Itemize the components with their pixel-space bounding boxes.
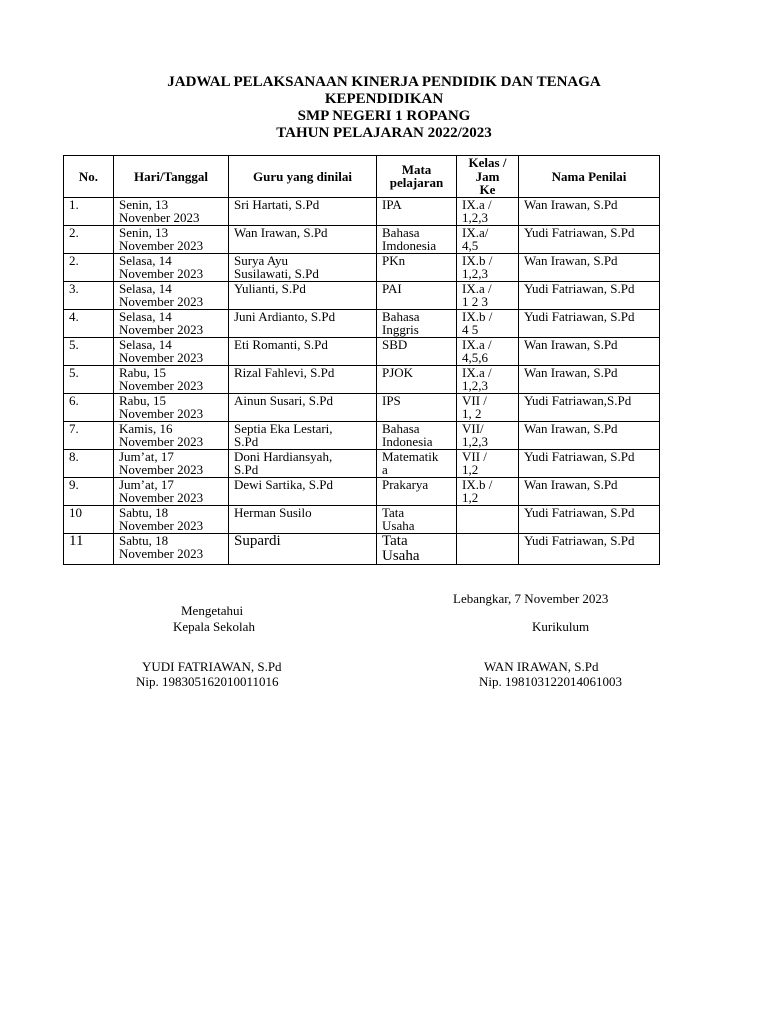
cell-no: 11 [64,533,114,564]
guru-line-1: Surya Ayu [234,253,289,268]
mapel-line-1: PJOK [382,365,414,380]
mapel-line-1: PKn [382,253,406,268]
title-line-4: TAHUN PELAJARAN 2022/2023 [276,125,492,141]
guru-line-1: Doni Hardiansyah, [234,449,333,464]
cell-mapel [377,337,457,365]
cell-mapel [377,365,457,393]
table-row [64,281,660,309]
hari-line-2: November 2023 [119,350,204,365]
cell-guru [229,337,377,365]
title-line-1: JADWAL PELAKSANAAN KINERJA PENDIDIK DAN TENAGA [167,74,601,90]
kelas-line-1: IX.a/ [462,225,489,240]
mapel-line-2: a [382,462,388,477]
cell-kelas [457,197,519,225]
cell-penilai: Yudi Fatriawan, S.Pd [519,281,660,309]
kurikulum-nip: Nip. 198103122014061003 [479,674,622,689]
cell-mapel [377,393,457,421]
cell-kelas [457,505,519,533]
cell-no: 1. [64,197,114,225]
cell-penilai: Yudi Fatriawan, S.Pd [519,533,660,564]
cell-hari [114,477,229,505]
table-row [64,477,660,505]
cell-guru [229,505,377,533]
cell-hari [114,253,229,281]
cell-hari [114,533,229,564]
hari-line-1: Sabtu, 18 [119,505,169,520]
mapel-line-1: IPS [382,393,401,408]
header-kelas-line-1: Kelas / [468,155,507,170]
cell-no: 2. [64,225,114,253]
guru-line-1: Juni Ardianto, S.Pd [234,309,336,324]
cell-no: 7. [64,421,114,449]
cell-penilai: Yudi Fatriawan,S.Pd [519,393,660,421]
title-line-2: KEPENDIDIKAN [324,91,444,107]
table-row [64,197,660,225]
header-kelas-line-3: Ke [479,182,496,197]
cell-hari [114,337,229,365]
header-mata-pelajaran [377,156,457,198]
mapel-line-1: Tata [382,505,405,520]
kelas-line-1: IX.a / [462,365,492,380]
header-mapel-line-1: Mata [401,161,432,177]
cell-penilai: Wan Irawan, S.Pd [519,197,660,225]
table-row [64,253,660,281]
kelas-line-1: IX.a / [462,281,492,296]
header-hari-tanggal: Hari/Tanggal [114,156,229,198]
hari-line-2: November 2023 [119,266,204,281]
cell-kelas [457,477,519,505]
table-row [64,225,660,253]
guru-line-2: S.Pd [234,434,259,449]
table-header-row [64,156,660,198]
kelas-line-2: 1, 2 [462,406,482,421]
guru-line-1: Septia Eka Lestari, [234,421,333,436]
cell-mapel [377,309,457,337]
kelas-line-1: VII / [462,449,487,464]
cell-guru [229,365,377,393]
cell-no: 2. [64,253,114,281]
header-guru: Guru yang dinilai [229,156,377,198]
header-kelas-line-2: Jam [475,168,500,184]
cell-penilai: Yudi Fatriawan, S.Pd [519,309,660,337]
hari-line-1: Jum’at, 17 [119,449,174,464]
kelas-line-2: 4,5 [462,238,479,253]
kelas-line-2: 1 2 3 [462,294,488,309]
cell-kelas [457,309,519,337]
table-row [64,337,660,365]
cell-kelas [457,337,519,365]
hari-line-2: November 2023 [119,378,204,393]
hari-line-2: November 2023 [119,546,204,561]
mapel-line-1: Tata [382,533,408,549]
schedule-table [63,155,660,565]
cell-guru [229,197,377,225]
kepala-sekolah-name: YUDI FATRIAWAN, S.Pd [142,659,282,674]
hari-line-2: November 2023 [119,518,204,533]
hari-line-2: November 2023 [119,490,204,505]
cell-mapel [377,421,457,449]
hari-line-1: Rabu, 15 [119,393,166,408]
table-row [64,505,660,533]
cell-no: 9. [64,477,114,505]
cell-kelas [457,225,519,253]
mapel-line-2: Usaha [382,518,415,533]
mapel-line-1: IPA [382,197,402,212]
cell-penilai: Yudi Fatriawan, S.Pd [519,449,660,477]
cell-mapel [377,225,457,253]
kelas-line-2: 1,2 [462,462,479,477]
kurikulum-label: Kurikulum [532,619,590,634]
cell-mapel [377,505,457,533]
guru-line-2: S.Pd [234,462,259,477]
guru-line-1: Dewi Sartika, S.Pd [234,477,333,492]
kelas-line-2: 1,2,3 [462,210,488,225]
mengetahui-label: Mengetahui [181,603,244,618]
guru-line-1: Rizal Fahlevi, S.Pd [234,365,335,380]
cell-hari [114,505,229,533]
hari-line-1: Rabu, 15 [119,365,166,380]
hari-line-1: Sabtu, 18 [119,533,169,548]
cell-kelas [457,281,519,309]
cell-penilai: Yudi Fatriawan, S.Pd [519,505,660,533]
hari-line-2: November 2023 [119,294,204,309]
cell-no: 3. [64,281,114,309]
hari-line-2: November 2023 [119,322,204,337]
kelas-line-2: 4,5,6 [462,350,488,365]
cell-no: 6. [64,393,114,421]
cell-no: 5. [64,337,114,365]
cell-guru [229,253,377,281]
hari-line-1: Selasa, 14 [119,253,172,268]
mapel-line-2: Indonesia [382,434,433,449]
place-date: Lebangkar, 7 November 2023 [453,591,609,606]
mapel-line-1: Bahasa [382,309,420,324]
mapel-line-1: Bahasa [382,225,420,240]
cell-penilai: Wan Irawan, S.Pd [519,253,660,281]
cell-hari [114,225,229,253]
mapel-line-1: Prakarya [382,477,429,492]
hari-line-1: Selasa, 14 [119,337,172,352]
kurikulum-name: WAN IRAWAN, S.Pd [484,659,599,674]
cell-mapel [377,197,457,225]
header-mapel-line-2: pelajaran [389,175,444,191]
cell-penilai: Wan Irawan, S.Pd [519,477,660,505]
mapel-line-1: SBD [382,337,408,352]
cell-hari [114,449,229,477]
cell-penilai: Wan Irawan, S.Pd [519,365,660,393]
hari-line-1: Selasa, 14 [119,309,172,324]
cell-kelas [457,393,519,421]
cell-hari [114,281,229,309]
kelas-line-2: 4 5 [462,322,479,337]
hari-line-1: Senin, 13 [119,197,169,212]
cell-guru [229,281,377,309]
kelas-line-1: IX.a / [462,197,492,212]
table-row [64,421,660,449]
cell-kelas [457,533,519,564]
table-row [64,449,660,477]
hari-line-2: November 2023 [119,434,204,449]
hari-line-2: Novenber 2023 [119,210,200,225]
cell-no: 8. [64,449,114,477]
cell-kelas [457,421,519,449]
guru-line-1: Ainun Susari, S.Pd [234,393,333,408]
guru-line-1: Supardi [234,533,281,549]
kelas-line-1: IX.a / [462,337,492,352]
cell-penilai: Yudi Fatriawan, S.Pd [519,225,660,253]
header-no: No. [64,156,114,198]
guru-line-2: Susilawati, S.Pd [234,266,319,281]
cell-penilai: Wan Irawan, S.Pd [519,337,660,365]
cell-mapel [377,253,457,281]
cell-guru [229,477,377,505]
document-title [0,74,768,142]
cell-guru [229,533,377,564]
table-row [64,533,660,564]
kelas-line-2: 1,2,3 [462,434,488,449]
hari-line-1: Kamis, 16 [119,421,173,436]
cell-no: 5. [64,365,114,393]
table-row [64,393,660,421]
header-kelas-jam [457,156,519,198]
cell-mapel [377,449,457,477]
guru-line-1: Wan Irawan, S.Pd [234,225,328,240]
header-nama-penilai: Nama Penilai [519,156,660,198]
cell-no: 10 [64,505,114,533]
cell-hari [114,421,229,449]
kelas-line-1: VII / [462,393,487,408]
hari-line-2: November 2023 [119,238,204,253]
cell-guru [229,449,377,477]
kelas-line-2: 1,2 [462,490,479,505]
kelas-line-1: VII/ [462,421,484,436]
hari-line-1: Selasa, 14 [119,281,172,296]
table-row [64,309,660,337]
kelas-line-1: IX.b / [462,309,493,324]
cell-mapel [377,477,457,505]
table-row [64,365,660,393]
hari-line-2: November 2023 [119,406,204,421]
title-line-3: SMP NEGERI 1 ROPANG [297,108,471,124]
hari-line-2: November 2023 [119,462,204,477]
cell-hari [114,309,229,337]
kelas-line-2: 1,2,3 [462,266,488,281]
kelas-line-1: IX.b / [462,477,493,492]
kelas-line-1: IX.b / [462,253,493,268]
guru-line-1: Yulianti, S.Pd [234,281,306,296]
mapel-line-1: Bahasa [382,421,420,436]
kelas-line-2: 1,2,3 [462,378,488,393]
mapel-line-1: Matematik [382,449,439,464]
cell-guru [229,393,377,421]
cell-hari [114,393,229,421]
cell-guru [229,309,377,337]
cell-mapel [377,281,457,309]
cell-kelas [457,253,519,281]
cell-hari [114,365,229,393]
guru-line-1: Sri Hartati, S.Pd [234,197,320,212]
kepala-sekolah-label: Kepala Sekolah [173,619,255,634]
cell-no: 4. [64,309,114,337]
hari-line-1: Jum’at, 17 [119,477,174,492]
guru-line-1: Herman Susilo [234,505,312,520]
cell-guru [229,225,377,253]
cell-penilai: Wan Irawan, S.Pd [519,421,660,449]
cell-guru [229,421,377,449]
mapel-line-2: Usaha [382,547,420,564]
kepala-sekolah-nip: Nip. 198305162010011016 [136,674,279,689]
cell-hari [114,197,229,225]
mapel-line-2: Inggris [382,322,419,337]
cell-mapel [377,533,457,564]
guru-line-1: Eti Romanti, S.Pd [234,337,328,352]
cell-kelas [457,365,519,393]
cell-kelas [457,449,519,477]
mapel-line-2: Imdonesia [382,238,437,253]
mapel-line-1: PAI [382,281,402,296]
hari-line-1: Senin, 13 [119,225,169,240]
